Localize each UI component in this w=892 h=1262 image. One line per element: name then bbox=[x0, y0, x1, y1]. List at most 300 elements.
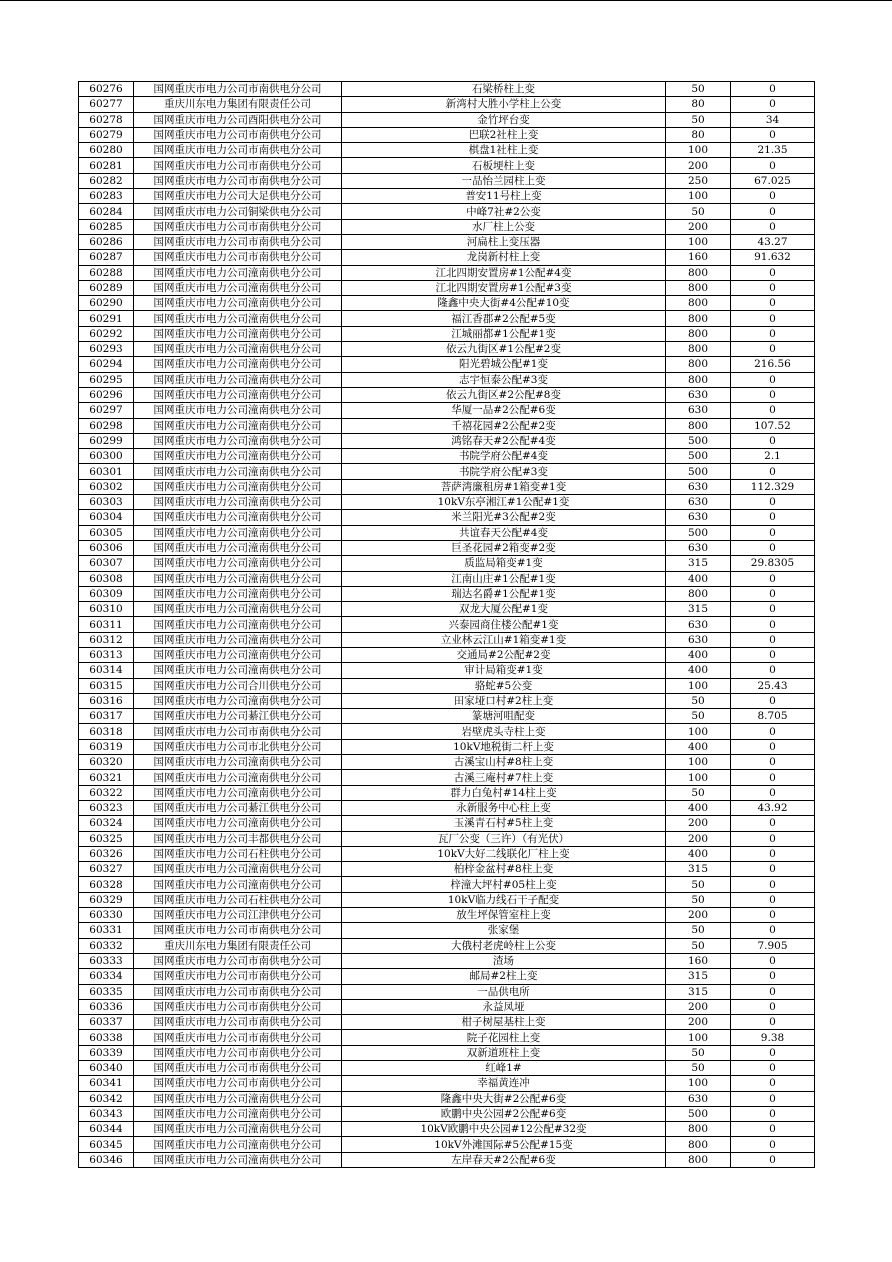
transformer-table bbox=[78, 81, 815, 1168]
capacity-cell: 160 bbox=[666, 953, 731, 968]
table-row bbox=[79, 999, 815, 1014]
row-id-cell: 60301 bbox=[79, 464, 134, 479]
row-id-cell: 60299 bbox=[79, 433, 134, 448]
transformer-name-cell: 群力白兔村#14柱上变 bbox=[342, 785, 666, 800]
capacity-cell: 50 bbox=[666, 785, 731, 800]
table-row bbox=[79, 1137, 815, 1152]
table-row bbox=[79, 540, 815, 555]
value-cell: 0 bbox=[731, 525, 815, 540]
company-cell: 国网重庆市电力公司市南供电分公司 bbox=[134, 953, 342, 968]
transformer-name-cell: 10kV地税街二杆上变 bbox=[342, 739, 666, 754]
row-id-cell: 60313 bbox=[79, 647, 134, 662]
transformer-name-cell: 10kV欧鹏中央公园#12公配#32变 bbox=[342, 1122, 666, 1137]
value-cell: 0 bbox=[731, 1091, 815, 1106]
value-cell: 0 bbox=[731, 770, 815, 785]
row-id-cell: 60308 bbox=[79, 571, 134, 586]
row-id-cell: 60311 bbox=[79, 617, 134, 632]
capacity-cell: 400 bbox=[666, 571, 731, 586]
capacity-cell: 800 bbox=[666, 372, 731, 387]
transformer-name-cell: 江南山庄#1公配#1变 bbox=[342, 571, 666, 586]
table-row bbox=[79, 1061, 815, 1076]
row-id-cell: 60297 bbox=[79, 403, 134, 418]
company-cell: 国网重庆市电力公司潼南供电分公司 bbox=[134, 1122, 342, 1137]
company-cell: 国网重庆市电力公司潼南供电分公司 bbox=[134, 663, 342, 678]
transformer-name-cell: 书院学府公配#4变 bbox=[342, 449, 666, 464]
capacity-cell: 630 bbox=[666, 495, 731, 510]
transformer-name-cell: 隆鑫中央大街#4公配#10变 bbox=[342, 296, 666, 311]
table-row bbox=[79, 816, 815, 831]
transformer-name-cell: 金竹坪台变 bbox=[342, 112, 666, 127]
table-row bbox=[79, 525, 815, 540]
transformer-name-cell: 10kV外滩国际#5公配#15变 bbox=[342, 1137, 666, 1152]
company-cell: 国网重庆市电力公司潼南供电分公司 bbox=[134, 403, 342, 418]
capacity-cell: 50 bbox=[666, 693, 731, 708]
table-row bbox=[79, 755, 815, 770]
capacity-cell: 800 bbox=[666, 1137, 731, 1152]
table-row bbox=[79, 449, 815, 464]
value-cell: 0 bbox=[731, 831, 815, 846]
capacity-cell: 50 bbox=[666, 204, 731, 219]
capacity-cell: 630 bbox=[666, 1091, 731, 1106]
value-cell: 0 bbox=[731, 785, 815, 800]
row-id-cell: 60326 bbox=[79, 846, 134, 861]
table-row bbox=[79, 602, 815, 617]
value-cell: 0 bbox=[731, 586, 815, 601]
transformer-name-cell: 江北四期安置房#1公配#4变 bbox=[342, 265, 666, 280]
table-row bbox=[79, 571, 815, 586]
row-id-cell: 60346 bbox=[79, 1152, 134, 1167]
row-id-cell: 60290 bbox=[79, 296, 134, 311]
company-cell: 国网重庆市电力公司市南供电分公司 bbox=[134, 1015, 342, 1030]
row-id-cell: 60289 bbox=[79, 280, 134, 295]
transformer-name-cell: 菩萨湾廉租房#1箱变#1变 bbox=[342, 479, 666, 494]
transformer-name-cell: 欧鹏中央公园#2公配#6变 bbox=[342, 1106, 666, 1121]
company-cell: 国网重庆市电力公司潼南供电分公司 bbox=[134, 296, 342, 311]
table-row bbox=[79, 280, 815, 295]
capacity-cell: 100 bbox=[666, 1030, 731, 1045]
capacity-cell: 500 bbox=[666, 525, 731, 540]
value-cell: 0 bbox=[731, 755, 815, 770]
value-cell: 0 bbox=[731, 999, 815, 1014]
transformer-name-cell: 大俄村老虎岭柱上公变 bbox=[342, 938, 666, 953]
company-cell: 国网重庆市电力公司潼南供电分公司 bbox=[134, 1152, 342, 1167]
row-id-cell: 60288 bbox=[79, 265, 134, 280]
transformer-name-cell: 米兰阳光#3公配#2变 bbox=[342, 510, 666, 525]
capacity-cell: 400 bbox=[666, 663, 731, 678]
company-cell: 国网重庆市电力公司市南供电分公司 bbox=[134, 984, 342, 999]
table-row bbox=[79, 97, 815, 112]
capacity-cell: 200 bbox=[666, 999, 731, 1014]
capacity-cell: 630 bbox=[666, 617, 731, 632]
company-cell: 国网重庆市电力公司潼南供电分公司 bbox=[134, 693, 342, 708]
table-row bbox=[79, 586, 815, 601]
company-cell: 国网重庆市电力公司潼南供电分公司 bbox=[134, 816, 342, 831]
table-row bbox=[79, 433, 815, 448]
company-cell: 国网重庆市电力公司潼南供电分公司 bbox=[134, 464, 342, 479]
table-row bbox=[79, 678, 815, 693]
table-row bbox=[79, 372, 815, 387]
table-row bbox=[79, 1015, 815, 1030]
value-cell: 0 bbox=[731, 892, 815, 907]
table-row bbox=[79, 846, 815, 861]
company-cell: 国网重庆市电力公司綦江供电分公司 bbox=[134, 800, 342, 815]
row-id-cell: 60340 bbox=[79, 1061, 134, 1076]
company-cell: 国网重庆市电力公司市南供电分公司 bbox=[134, 923, 342, 938]
transformer-name-cell: 质监局箱变#1变 bbox=[342, 556, 666, 571]
table-row bbox=[79, 877, 815, 892]
capacity-cell: 500 bbox=[666, 464, 731, 479]
table-row bbox=[79, 158, 815, 173]
transformer-name-cell: 骆蛇#5公变 bbox=[342, 678, 666, 693]
capacity-cell: 500 bbox=[666, 1106, 731, 1121]
capacity-cell: 630 bbox=[666, 403, 731, 418]
table-row bbox=[79, 342, 815, 357]
table-row bbox=[79, 234, 815, 249]
table-row bbox=[79, 296, 815, 311]
transformer-name-cell: 双龙大厦公配#1变 bbox=[342, 602, 666, 617]
company-cell: 国网重庆市电力公司市北供电分公司 bbox=[134, 739, 342, 754]
table-row bbox=[79, 938, 815, 953]
company-cell: 国网重庆市电力公司潼南供电分公司 bbox=[134, 632, 342, 647]
transformer-name-cell: 一品供电所 bbox=[342, 984, 666, 999]
transformer-name-cell: 邮局#2柱上变 bbox=[342, 969, 666, 984]
transformer-name-cell: 院子花园柱上变 bbox=[342, 1030, 666, 1045]
table-row bbox=[79, 510, 815, 525]
table-row bbox=[79, 403, 815, 418]
value-cell: 0 bbox=[731, 693, 815, 708]
company-cell: 国网重庆市电力公司潼南供电分公司 bbox=[134, 586, 342, 601]
capacity-cell: 200 bbox=[666, 219, 731, 234]
table-row bbox=[79, 357, 815, 372]
value-cell: 0 bbox=[731, 82, 815, 97]
value-cell: 0 bbox=[731, 953, 815, 968]
row-id-cell: 60319 bbox=[79, 739, 134, 754]
transformer-name-cell: 棋盘1社柱上变 bbox=[342, 143, 666, 158]
company-cell: 国网重庆市电力公司潼南供电分公司 bbox=[134, 311, 342, 326]
row-id-cell: 60282 bbox=[79, 173, 134, 188]
capacity-cell: 100 bbox=[666, 678, 731, 693]
row-id-cell: 60334 bbox=[79, 969, 134, 984]
company-cell: 国网重庆市电力公司酉阳供电分公司 bbox=[134, 112, 342, 127]
value-cell: 0 bbox=[731, 632, 815, 647]
company-cell: 国网重庆市电力公司潼南供电分公司 bbox=[134, 602, 342, 617]
company-cell: 国网重庆市电力公司潼南供电分公司 bbox=[134, 433, 342, 448]
company-cell: 国网重庆市电力公司潼南供电分公司 bbox=[134, 510, 342, 525]
transformer-name-cell: 立业林云江山#1箱变#1变 bbox=[342, 632, 666, 647]
transformer-name-cell: 双新道班柱上变 bbox=[342, 1045, 666, 1060]
company-cell: 国网重庆市电力公司潼南供电分公司 bbox=[134, 1106, 342, 1121]
table-row bbox=[79, 663, 815, 678]
table-row bbox=[79, 219, 815, 234]
value-cell: 0 bbox=[731, 846, 815, 861]
transformer-name-cell: 巨圣花园#2箱变#2变 bbox=[342, 540, 666, 555]
transformer-name-cell: 审计局箱变#1变 bbox=[342, 663, 666, 678]
value-cell: 2.1 bbox=[731, 449, 815, 464]
transformer-name-cell: 江北四期安置房#1公配#3变 bbox=[342, 280, 666, 295]
value-cell: 8.705 bbox=[731, 709, 815, 724]
row-id-cell: 60321 bbox=[79, 770, 134, 785]
capacity-cell: 50 bbox=[666, 892, 731, 907]
company-cell: 国网重庆市电力公司潼南供电分公司 bbox=[134, 556, 342, 571]
transformer-name-cell: 放生坪保管室柱上变 bbox=[342, 908, 666, 923]
row-id-cell: 60315 bbox=[79, 678, 134, 693]
value-cell: 0 bbox=[731, 1061, 815, 1076]
table-row bbox=[79, 647, 815, 662]
table-row bbox=[79, 831, 815, 846]
row-id-cell: 60302 bbox=[79, 479, 134, 494]
transformer-name-cell: 永益凤垭 bbox=[342, 999, 666, 1014]
value-cell: 0 bbox=[731, 1106, 815, 1121]
value-cell: 43.92 bbox=[731, 800, 815, 815]
company-cell: 国网重庆市电力公司潼南供电分公司 bbox=[134, 479, 342, 494]
value-cell: 0 bbox=[731, 923, 815, 938]
row-id-cell: 60303 bbox=[79, 495, 134, 510]
capacity-cell: 50 bbox=[666, 923, 731, 938]
company-cell: 国网重庆市电力公司市南供电分公司 bbox=[134, 82, 342, 97]
company-cell: 国网重庆市电力公司綦江供电分公司 bbox=[134, 709, 342, 724]
company-cell: 国网重庆市电力公司市南供电分公司 bbox=[134, 143, 342, 158]
company-cell: 国网重庆市电力公司潼南供电分公司 bbox=[134, 387, 342, 402]
table-row bbox=[79, 800, 815, 815]
company-cell: 国网重庆市电力公司潼南供电分公司 bbox=[134, 540, 342, 555]
table-row bbox=[79, 693, 815, 708]
company-cell: 国网重庆市电力公司市南供电分公司 bbox=[134, 1030, 342, 1045]
row-id-cell: 60285 bbox=[79, 219, 134, 234]
transformer-name-cell: 书院学府公配#3变 bbox=[342, 464, 666, 479]
capacity-cell: 250 bbox=[666, 173, 731, 188]
value-cell: 0 bbox=[731, 158, 815, 173]
row-id-cell: 60312 bbox=[79, 632, 134, 647]
value-cell: 0 bbox=[731, 403, 815, 418]
table-row bbox=[79, 464, 815, 479]
company-cell: 国网重庆市电力公司潼南供电分公司 bbox=[134, 1091, 342, 1106]
row-id-cell: 60345 bbox=[79, 1137, 134, 1152]
table-row bbox=[79, 112, 815, 127]
capacity-cell: 100 bbox=[666, 770, 731, 785]
company-cell: 国网重庆市电力公司江津供电分公司 bbox=[134, 908, 342, 923]
table-row bbox=[79, 387, 815, 402]
transformer-name-cell: 一品怡兰园柱上变 bbox=[342, 173, 666, 188]
company-cell: 国网重庆市电力公司丰都供电分公司 bbox=[134, 831, 342, 846]
row-id-cell: 60295 bbox=[79, 372, 134, 387]
company-cell: 国网重庆市电力公司市南供电分公司 bbox=[134, 219, 342, 234]
capacity-cell: 400 bbox=[666, 647, 731, 662]
row-id-cell: 60318 bbox=[79, 724, 134, 739]
capacity-cell: 630 bbox=[666, 510, 731, 525]
transformer-name-cell: 交通局#2公配#2变 bbox=[342, 647, 666, 662]
row-id-cell: 60278 bbox=[79, 112, 134, 127]
row-id-cell: 60317 bbox=[79, 709, 134, 724]
transformer-table-body bbox=[79, 82, 815, 1168]
value-cell: 0 bbox=[731, 326, 815, 341]
table-row bbox=[79, 265, 815, 280]
table-row bbox=[79, 1091, 815, 1106]
value-cell: 0 bbox=[731, 510, 815, 525]
company-cell: 国网重庆市电力公司潼南供电分公司 bbox=[134, 372, 342, 387]
company-cell: 国网重庆市电力公司潼南供电分公司 bbox=[134, 785, 342, 800]
row-id-cell: 60283 bbox=[79, 189, 134, 204]
capacity-cell: 800 bbox=[666, 1122, 731, 1137]
table-row bbox=[79, 724, 815, 739]
value-cell: 0 bbox=[731, 464, 815, 479]
company-cell: 国网重庆市电力公司合川供电分公司 bbox=[134, 678, 342, 693]
company-cell: 国网重庆市电力公司潼南供电分公司 bbox=[134, 1137, 342, 1152]
capacity-cell: 100 bbox=[666, 755, 731, 770]
value-cell: 0 bbox=[731, 1122, 815, 1137]
company-cell: 国网重庆市电力公司市南供电分公司 bbox=[134, 173, 342, 188]
row-id-cell: 60322 bbox=[79, 785, 134, 800]
value-cell: 0 bbox=[731, 602, 815, 617]
row-id-cell: 60325 bbox=[79, 831, 134, 846]
table-row bbox=[79, 556, 815, 571]
value-cell: 0 bbox=[731, 647, 815, 662]
value-cell: 0 bbox=[731, 342, 815, 357]
table-row bbox=[79, 189, 815, 204]
capacity-cell: 400 bbox=[666, 846, 731, 861]
capacity-cell: 315 bbox=[666, 602, 731, 617]
company-cell: 国网重庆市电力公司市南供电分公司 bbox=[134, 127, 342, 142]
capacity-cell: 400 bbox=[666, 800, 731, 815]
table-row bbox=[79, 82, 815, 97]
table-row bbox=[79, 1030, 815, 1045]
transformer-name-cell: 篆塘河咀配变 bbox=[342, 709, 666, 724]
capacity-cell: 630 bbox=[666, 632, 731, 647]
row-id-cell: 60332 bbox=[79, 938, 134, 953]
transformer-name-cell: 兴泰园商住楼公配#1变 bbox=[342, 617, 666, 632]
transformer-name-cell: 江城丽都#1公配#1变 bbox=[342, 326, 666, 341]
capacity-cell: 500 bbox=[666, 433, 731, 448]
value-cell: 0 bbox=[731, 1015, 815, 1030]
transformer-name-cell: 瑞达名爵#1公配#1变 bbox=[342, 586, 666, 601]
table-row bbox=[79, 495, 815, 510]
transformer-name-cell: 渣场 bbox=[342, 953, 666, 968]
row-id-cell: 60310 bbox=[79, 602, 134, 617]
company-cell: 国网重庆市电力公司市南供电分公司 bbox=[134, 1061, 342, 1076]
company-cell: 国网重庆市电力公司市南供电分公司 bbox=[134, 250, 342, 265]
company-cell: 国网重庆市电力公司市南供电分公司 bbox=[134, 1045, 342, 1060]
value-cell: 0 bbox=[731, 265, 815, 280]
transformer-name-cell: 瓦厂公变（三许）（有光伏） bbox=[342, 831, 666, 846]
row-id-cell: 60287 bbox=[79, 250, 134, 265]
value-cell: 0 bbox=[731, 877, 815, 892]
transformer-name-cell: 岩壁虎头寺柱上变 bbox=[342, 724, 666, 739]
capacity-cell: 800 bbox=[666, 311, 731, 326]
value-cell: 0 bbox=[731, 862, 815, 877]
company-cell: 国网重庆市电力公司市南供电分公司 bbox=[134, 234, 342, 249]
capacity-cell: 50 bbox=[666, 938, 731, 953]
transformer-name-cell: 红峰1# bbox=[342, 1061, 666, 1076]
capacity-cell: 630 bbox=[666, 540, 731, 555]
company-cell: 国网重庆市电力公司潼南供电分公司 bbox=[134, 326, 342, 341]
value-cell: 0 bbox=[731, 724, 815, 739]
row-id-cell: 60335 bbox=[79, 984, 134, 999]
row-id-cell: 60333 bbox=[79, 953, 134, 968]
capacity-cell: 200 bbox=[666, 816, 731, 831]
value-cell: 29.8305 bbox=[731, 556, 815, 571]
row-id-cell: 60337 bbox=[79, 1015, 134, 1030]
row-id-cell: 60298 bbox=[79, 418, 134, 433]
table-row bbox=[79, 892, 815, 907]
company-cell: 国网重庆市电力公司潼南供电分公司 bbox=[134, 418, 342, 433]
capacity-cell: 500 bbox=[666, 449, 731, 464]
table-row bbox=[79, 953, 815, 968]
capacity-cell: 100 bbox=[666, 1076, 731, 1091]
capacity-cell: 315 bbox=[666, 969, 731, 984]
value-cell: 0 bbox=[731, 1152, 815, 1167]
table-row bbox=[79, 418, 815, 433]
row-id-cell: 60320 bbox=[79, 755, 134, 770]
row-id-cell: 60331 bbox=[79, 923, 134, 938]
transformer-name-cell: 龙岗新村柱上变 bbox=[342, 250, 666, 265]
transformer-name-cell: 巴联2社柱上变 bbox=[342, 127, 666, 142]
capacity-cell: 800 bbox=[666, 280, 731, 295]
table-row bbox=[79, 770, 815, 785]
value-cell: 0 bbox=[731, 1137, 815, 1152]
capacity-cell: 800 bbox=[666, 342, 731, 357]
transformer-name-cell: 华厦一品#2公配#6变 bbox=[342, 403, 666, 418]
capacity-cell: 200 bbox=[666, 1015, 731, 1030]
transformer-name-cell: 石板埂柱上变 bbox=[342, 158, 666, 173]
transformer-name-cell: 河扁柱上变压器 bbox=[342, 234, 666, 249]
capacity-cell: 100 bbox=[666, 143, 731, 158]
value-cell: 0 bbox=[731, 219, 815, 234]
row-id-cell: 60336 bbox=[79, 999, 134, 1014]
value-cell: 0 bbox=[731, 204, 815, 219]
company-cell: 国网重庆市电力公司潼南供电分公司 bbox=[134, 755, 342, 770]
company-cell: 国网重庆市电力公司潼南供电分公司 bbox=[134, 770, 342, 785]
value-cell: 0 bbox=[731, 984, 815, 999]
value-cell: 25.43 bbox=[731, 678, 815, 693]
capacity-cell: 160 bbox=[666, 250, 731, 265]
row-id-cell: 60280 bbox=[79, 143, 134, 158]
row-id-cell: 60324 bbox=[79, 816, 134, 831]
value-cell: 0 bbox=[731, 816, 815, 831]
row-id-cell: 60328 bbox=[79, 877, 134, 892]
table-row bbox=[79, 1152, 815, 1167]
transformer-name-cell: 幸福黄连冲 bbox=[342, 1076, 666, 1091]
value-cell: 0 bbox=[731, 311, 815, 326]
table-row bbox=[79, 984, 815, 999]
value-cell: 0 bbox=[731, 739, 815, 754]
table-row bbox=[79, 908, 815, 923]
capacity-cell: 50 bbox=[666, 82, 731, 97]
value-cell: 67.025 bbox=[731, 173, 815, 188]
capacity-cell: 100 bbox=[666, 724, 731, 739]
table-row bbox=[79, 1076, 815, 1091]
transformer-name-cell: 柑子树屋基柱上变 bbox=[342, 1015, 666, 1030]
table-row bbox=[79, 969, 815, 984]
table-row bbox=[79, 1122, 815, 1137]
transformer-name-cell: 10kV临力线石干子配变 bbox=[342, 892, 666, 907]
transformer-name-cell: 梓潼大坪村#05柱上变 bbox=[342, 877, 666, 892]
company-cell: 国网重庆市电力公司铜梁供电分公司 bbox=[134, 204, 342, 219]
row-id-cell: 60329 bbox=[79, 892, 134, 907]
row-id-cell: 60294 bbox=[79, 357, 134, 372]
capacity-cell: 800 bbox=[666, 265, 731, 280]
company-cell: 国网重庆市电力公司潼南供电分公司 bbox=[134, 525, 342, 540]
table-row bbox=[79, 785, 815, 800]
transformer-name-cell: 福江香郡#2公配#5变 bbox=[342, 311, 666, 326]
transformer-name-cell: 依云九街区#2公配#8变 bbox=[342, 387, 666, 402]
row-id-cell: 60339 bbox=[79, 1045, 134, 1060]
capacity-cell: 800 bbox=[666, 326, 731, 341]
company-cell: 国网重庆市电力公司市南供电分公司 bbox=[134, 1076, 342, 1091]
company-cell: 国网重庆市电力公司潼南供电分公司 bbox=[134, 265, 342, 280]
row-id-cell: 60276 bbox=[79, 82, 134, 97]
company-cell: 国网重庆市电力公司石柱供电分公司 bbox=[134, 846, 342, 861]
row-id-cell: 60286 bbox=[79, 234, 134, 249]
row-id-cell: 60344 bbox=[79, 1122, 134, 1137]
